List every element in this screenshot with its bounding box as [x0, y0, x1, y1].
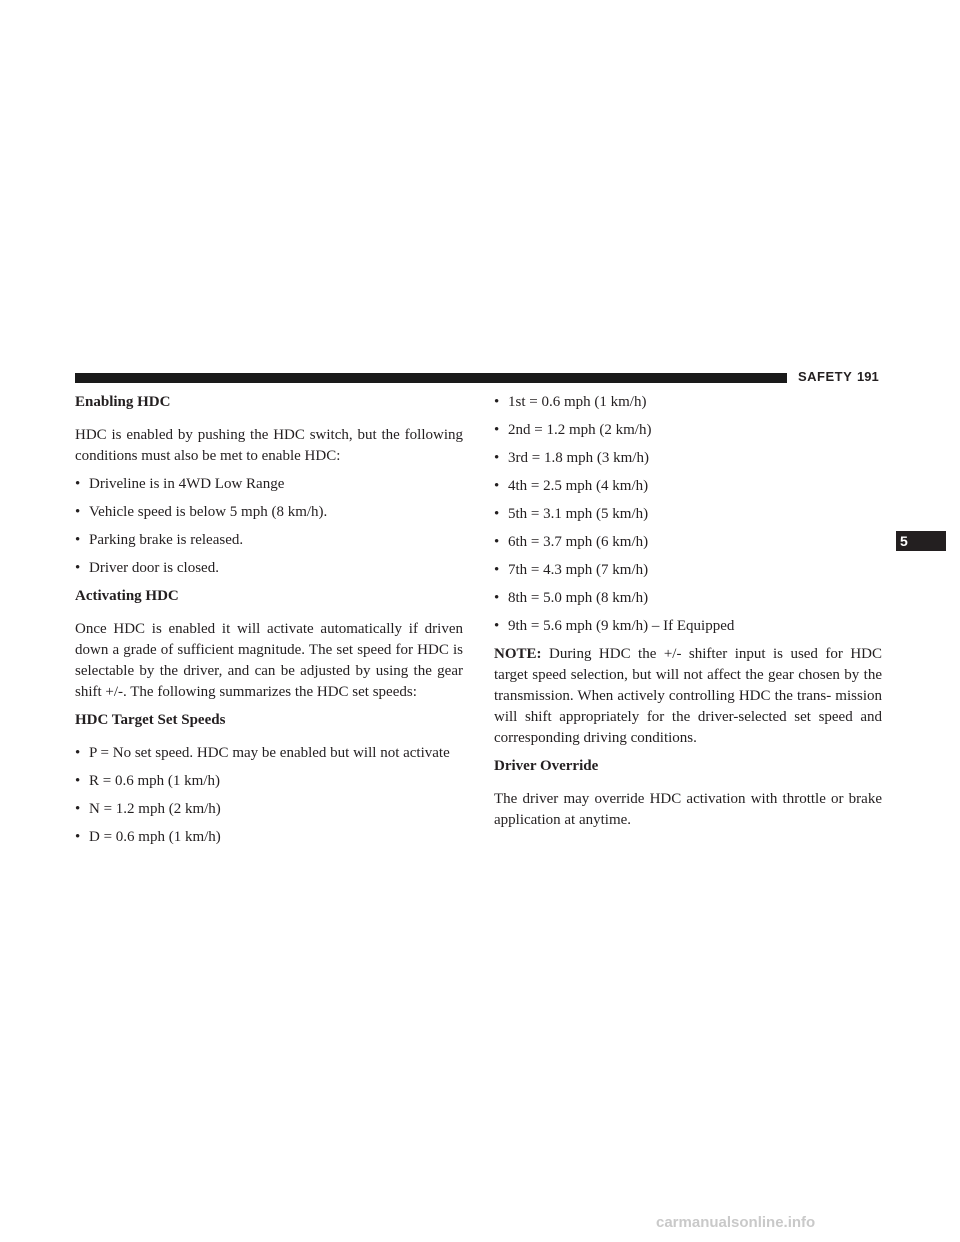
section-title: SAFETY — [798, 369, 853, 384]
override-text: The driver may override HDC activation with throttle or brake application at anytime. — [494, 791, 882, 828]
list-item: • 6th = 3.7 mph (6 km/h) — [494, 532, 882, 553]
list-item: • 2nd = 1.2 mph (2 km/h) — [494, 420, 882, 441]
list-item: • 8th = 5.0 mph (8 km/h) — [494, 588, 882, 609]
enabling-heading: Enabling HDC — [75, 394, 171, 410]
list-item: • R = 0.6 mph (1 km/h) — [75, 771, 463, 792]
page-number: 191 — [857, 369, 879, 384]
list-item: • Driver door is closed. — [75, 558, 463, 579]
list-item: • 3rd = 1.8 mph (3 km/h) — [494, 448, 882, 469]
list-item: • D = 0.6 mph (1 km/h) — [75, 827, 463, 848]
note-paragraph — [494, 644, 882, 749]
list-item: • 9th = 5.6 mph (9 km/h) – If Equipped — [494, 616, 882, 637]
list-item: • Driveline is in 4WD Low Range — [75, 474, 463, 495]
enabling-text: HDC is enabled by pushing the HDC switch, but the following conditions must also be met to enable HDC: — [75, 427, 463, 464]
list-item: • P = No set speed. HDC may be enabled but will not activate — [75, 743, 463, 764]
activating-text: Once HDC is enabled it will activate automatically if driven down a grade of sufficient magnitude. The set speed for HDC is selectable by the driver, and can be adjusted by using the gear shift +/-. The following summarizes the HDC set speeds: — [75, 621, 463, 700]
note-text: During HDC the +/- shifter input is used for HDC target speed selection, but will not affect the gear chosen by the transmission. When actively controlling HDC the trans- mission will shift appropriately for the driver-selected set speed and corresponding driving conditions. — [494, 646, 883, 746]
activating-heading: Activating HDC — [75, 588, 179, 604]
list-item: • N = 1.2 mph (2 km/h) — [75, 799, 463, 820]
list-item: • 5th = 3.1 mph (5 km/h) — [494, 504, 882, 525]
list-item: • 7th = 4.3 mph (7 km/h) — [494, 560, 882, 581]
right-column — [494, 392, 882, 838]
header-rule — [75, 373, 787, 383]
target-speeds-list — [75, 743, 463, 848]
list-item: • 4th = 2.5 mph (4 km/h) — [494, 476, 882, 497]
note-label: NOTE: — [494, 646, 542, 662]
left-column — [75, 392, 463, 855]
gear-speeds-list — [494, 392, 882, 637]
list-item: • Parking brake is released. — [75, 530, 463, 551]
enabling-conditions-list — [75, 474, 463, 579]
watermark: carmanualsonline.info — [656, 1214, 816, 1231]
chapter-tab[interactable]: 5 — [896, 531, 946, 551]
override-heading: Driver Override — [494, 758, 599, 774]
list-item: • 1st = 0.6 mph (1 km/h) — [494, 392, 882, 413]
list-item: • Vehicle speed is below 5 mph (8 km/h). — [75, 502, 463, 523]
target-speeds-heading: HDC Target Set Speeds — [75, 712, 226, 728]
